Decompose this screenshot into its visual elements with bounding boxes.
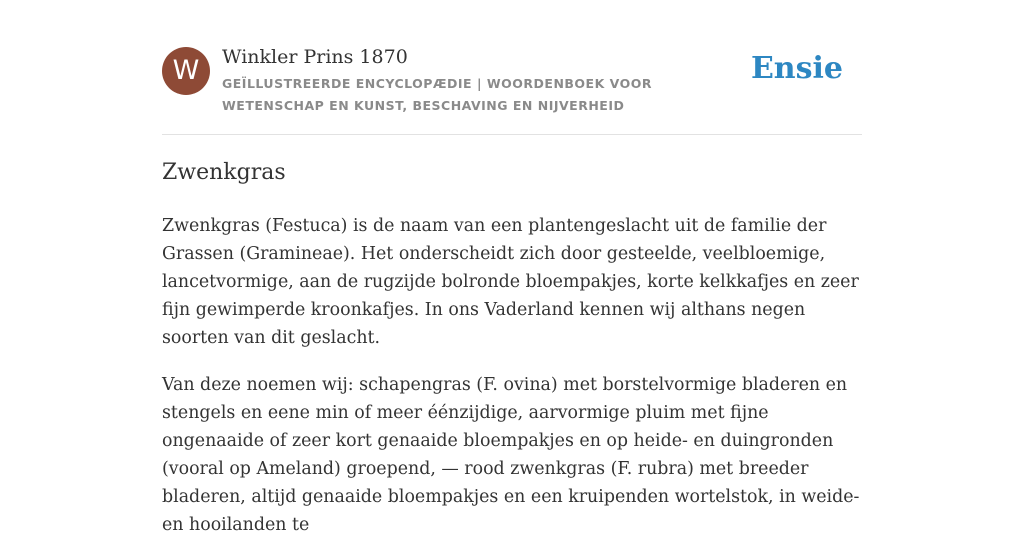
source-subtitle: GEÏLLUSTREERDE ENCYCLOPÆDIE | WOORDENBOEK VOOR WETENSCHAP EN KUNST, BESCHAVING EN NIJVERHEID — [222, 76, 652, 113]
page-title: Zwenkgras — [162, 160, 286, 185]
source-avatar[interactable]: W — [162, 47, 210, 95]
ensie-logo-link[interactable]: Ensie — [750, 51, 843, 86]
article-paragraph: Van deze noemen wij: schapengras (F. ovina) met borstelvormige bladeren en stengels en eene min of meer éénzijdige, aarvormige pluim met fijne ongenaaide of zeer kort genaaide bloempakjes en op heide- en duingronden (vooral op Ameland) groepend, — rood zwenkgras (F. rubra) met breeder bladeren, altijd genaaide bloempakjes en een kruipenden wortelstok, in weide- en hooilanden te — [162, 375, 860, 535]
article-body — [162, 212, 867, 558]
source-title[interactable]: Winkler Prins 1870 — [222, 46, 408, 68]
page-container — [162, 0, 862, 535]
source-header — [162, 0, 862, 135]
article-paragraph: Zwenkgras (Festuca) is de naam van een plantengeslacht uit de familie der Grassen (Gramineae). Het onderscheidt zich door gesteelde, veelbloemige, lancetvormige, aan de rugzijde bolronde bloempakjes, korte kelkkafjes en zeer fijn gewimperde kroonkafjes. In ons Vaderland kennen wij althans negen soorten van dit geslacht. — [162, 216, 859, 348]
